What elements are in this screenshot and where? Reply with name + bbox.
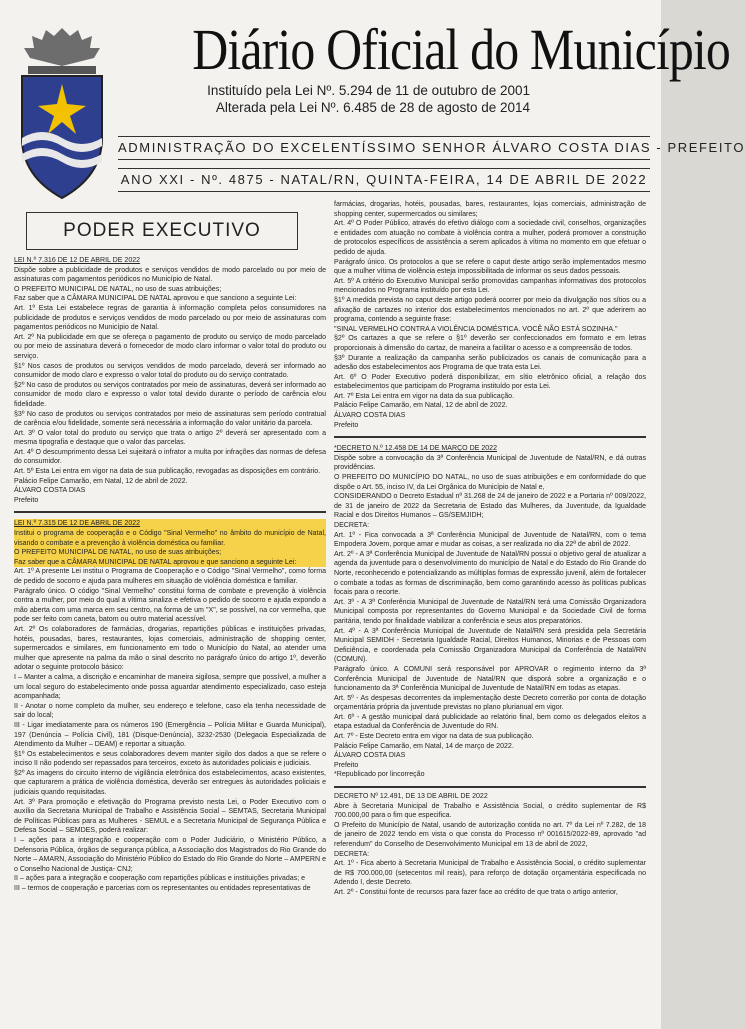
paragraph: Art. 2º Na publicidade em que se ofereça o pagamento de produto ou serviço de modo parcelado ou por meio de assinatura deverá o fornecedor de modo claro informar o valor total do produto ou serviço. — [14, 333, 326, 360]
section-divider — [14, 511, 326, 513]
paragraph: Parágrafo único. Os protocolos a que se refere o caput deste artigo serão implementados mesmo que a mulher vítima de violência esteja impossibilitada de informar os seus dados pessoais. — [334, 258, 646, 276]
paragraph: O PREFEITO DO MUNICÍPIO DO NATAL, no uso de suas atribuições e em conformidade do que dispõe o Art. 55, inciso IV, da Lei Orgânica do Município de Natal e, — [334, 474, 646, 491]
section-divider — [334, 436, 646, 438]
paragraph: §1º A medida prevista no caput deste artigo poderá ocorrer por meio da divulgação nos sítios ou a afixação de cartazes no interior dos estabelecimentos mencionados no art. 2º que aderirem ao programa, contendo a seguinte frase: — [334, 296, 646, 324]
paragraph: farmácias, drogarias, hotéis, pousadas, bares, restaurantes, lojas comerciais, administração de shopping center, supermercados ou similares; — [334, 201, 646, 218]
paragraph: Art. 3º Para promoção e efetivação do Programa previsto nesta Lei, o Poder Executivo com o auxílio da Secretaria Municipal de Trabalho e Assistência Social – SEMTAS, Secretaria Municipal de Políticas Públicas para as Mulheres - SEMUL e a Secretaria Municipal de Segurança Pública e Defesa Social – SEMDES, poderá realizar: — [14, 798, 326, 835]
paragraph: Art. 2º Os colaboradores de farmácias, drogarias, repartições públicas e instituições privadas, hotéis, pousadas, bares, restaurantes, lojas comerciais, administração de shopping center, supermercados e similares, em funcionamento em todo o Município do Natal, ao atender uma mulher que apresente na palma da mão o sinal descrito no parágrafo único do artigo 1º, deverão adotar o seguinte protocolo básico: — [14, 625, 326, 672]
highlighted-paragraph: Faz saber que a CÂMARA MUNICIPAL DE NATAL aprovou e que sanciono a seguinte Lei: — [14, 558, 326, 568]
paragraph: Art. 4º O descumprimento dessa Lei sujeitará o infrator a multa por infrações das normas de defesa do consumidor. — [14, 448, 326, 466]
paragraph: Palácio Felipe Camarão, em Natal, 12 de abril de 2022. — [14, 477, 188, 485]
paragraph: DECRETA: — [334, 522, 370, 529]
section-divider — [334, 786, 646, 788]
paragraph: §2º No caso de produtos ou serviços contratados por meio de assinaturas, deverá ser informado ao consumidor de modo claro e expresso o valor total devido durante o período de carência e/ou fidelidade. — [14, 381, 326, 408]
paragraph: Parágrafo único. A COMUNI será responsável por APROVAR o regimento interno da 3ª Conferência Municipal de Juventude de Natal/RN que disporá sobre a organização e o funcionamento da 3ª Conferência Municipal de Juventude de Natal/RN em todas as etapas. — [334, 665, 646, 693]
paragraph: Art. 4º - A 3ª Conferência Municipal de Juventude de Natal/RN será presidida pela Secretária Municipal SEMIDH - Secretaria Igualdade Racial, Direitos Humanos, Minorias e de Pessoas com Deficiência, e coordenada pela Comissão Organizadora Municipal da Conferência de Natal/RN (COMUN). — [334, 627, 646, 664]
paragraph: O Prefeito do Município de Natal, usando de autorização contida no art. 7º da Lei nº 7.282, de 18 de janeiro de 2022 tendo em vista o que consta do Processo nº 001615/2022-89, aprovado "ad referendum" do Conselho de Desenvolvimento Municipal em 13 de abril de 2022, — [334, 821, 646, 848]
paragraph: CONSIDERANDO o Decreto Estadual nº 31.268 de 24 de janeiro de 2022 e a Portaria nº 009/2022, de 31 de janeiro de 2022 da Secretaria de Estado das Mulheres, da Juventude, da Igualdade Racial e dos Direitos Humanos – GS/SEMJIDH; — [334, 493, 646, 520]
highlighted-paragraph: O PREFEITO MUNICIPAL DE NATAL, no uso de suas atribuições; — [14, 548, 326, 558]
paragraph: Abre à Secretaria Municipal de Trabalho e Assistência Social, o crédito suplementar de R$ 700.000,00 para o fim que especifica. — [334, 802, 646, 820]
paragraph: §1º Os estabelecimentos e seus colaboradores devem manter sigilo dos dados a que se refere o inciso II não podendo ser repassados para terceiros, exceto às autoridades policiais e judiciais. — [14, 750, 326, 768]
right-column — [334, 200, 646, 898]
paragraph: O PREFEITO MUNICIPAL DE NATAL, no uso de suas atribuições; — [14, 285, 222, 293]
act-heading: LEI N.º 7.316 DE 12 DE ABRIL DE 2022 — [14, 257, 141, 264]
paragraph: Palácio Felipe Camarão, em Natal, 14 de março de 2022. — [334, 742, 514, 750]
paragraph: §3º Durante a realização da campanha serão publicizados os canais de comunicação para a adesão dos estabelecimentos aos Programa de que trata esta Lei. — [334, 354, 646, 372]
paragraph: Art. 3º - A 3ª Conferência Municipal de Juventude de Natal/RN terá uma Comissão Organizadora Municipal composta por representantes do Governo Municipal e da Sociedade Civil de forma paritária, tendo por finalidade viabilizar a conferência e seus atos preparatórios. — [334, 598, 646, 625]
paragraph: Art. 6º - A gestão municipal dará publicidade ao relatório final, bem como os delegados eleitos a etapa estadual da Conferência de Juventude do RN. — [334, 713, 646, 731]
paragraph: Art. 6º O Poder Executivo poderá disponibilizar, em sítio eletrônico oficial, a relação dos estabelecimentos que participam do Programa instituído por esta Lei. — [334, 373, 646, 391]
paragraph: III - Ligar imediatamente para os números 190 (Emergência – Polícia Militar e Guarda Municipal), 197 (Denúncia – Polícia Civil), 181 (Disque-Denúncia), 3232-2530 (Delegacia Especializada de Atendimento da Mulher – DEAM) e reportar a situação. — [14, 721, 326, 749]
paragraph: II - Anotar o nome completo da mulher, seu endereço e telefone, caso ela tenha necessidade de sair do local; — [14, 702, 326, 720]
paragraph: Parágrafo único. O código "Sinal Vermelho" constitui forma de combate e prevenção à violência contra a mulher, por meio do qual a vítima sinaliza e efetiva o pedido de socorro e ajuda expondo a mão aberta com uma marca em seu centro, na forma de um "X", se possível, na cor vermelha, que pode ser feito com caneta, batom ou outro material acessível. — [14, 587, 326, 624]
paragraph: Art. 2º - Constitui fonte de recursos para fazer face ao crédito de que trata o artigo anterior, — [334, 888, 618, 896]
paragraph: DECRETO Nº 12.491, DE 13 DE ABRIL DE 2022 — [334, 793, 488, 801]
paragraph: "SINAL VERMELHO CONTRA A VIOLÊNCIA DOMÉSTICA. VOCÊ NÃO ESTÁ SOZINHA." — [334, 325, 618, 333]
paragraph: ÁLVARO COSTA DIAS — [334, 752, 406, 760]
paragraph: III – termos de cooperação e parcerias com os representantes ou entidades representativas de — [14, 885, 311, 892]
newspaper-title: Diário Oficial do Município — [192, 17, 731, 82]
masthead-line-2: Alterada pela Lei Nº. 6.485 de 28 de agosto de 2014 — [215, 100, 530, 115]
section-title: PODER EXECUTIVO — [26, 212, 298, 250]
left-column — [14, 212, 326, 894]
paragraph: I – Manter a calma, a discrição e encaminhar de maneira sigilosa, sempre que possível, a mulher a um local seguro do estabelecimento onde possa aguardar atendimento especializado, caso esteja acompanhada; — [14, 673, 326, 701]
paragraph: §2º Os cartazes a que se refere o §1º deverão ser confeccionados em formato e em letras proporcionais à dimensão do cartaz, de maneira a facilitar o acesso e a compreensão de todos. — [334, 335, 646, 352]
paragraph: DECRETA: — [334, 850, 370, 858]
paragraph: ÁLVARO COSTA DIAS — [334, 412, 406, 420]
paragraph: §2º As imagens do circuito interno de vigilância eletrônica dos estabelecimentos, acaso existentes, que capturarem a prática de violência doméstica, deverão ser entregues às autoridades policiais e judiciais quando requisitadas. — [14, 769, 326, 797]
masthead — [118, 17, 731, 116]
paragraph: Art. 2º - A 3ª Conferência Municipal de Juventude de Natal/RN possui o objetivo geral de atualizar a agenda da juventude para o desenvolvimento do município de Natal e do Estado do Rio Grande do Norte, reconhecendo e potencializando as múltiplas formas de expressão juvenil, além de fortalecer o combate a todas as formas de discriminação, bem como garantindo acesso às políticas publicas focais para o recorte. — [334, 550, 646, 597]
masthead-line-1: Instituído pela Lei Nº. 5.294 de 11 de outubro de 2001 — [207, 83, 530, 98]
edition-banner: ANO XXI - Nº. 4875 - NATAL/RN, QUINTA-FEIRA, 14 DE ABRIL DE 2022 — [118, 168, 650, 192]
act-heading-highlighted: LEI N.º 7.315 DE 12 DE ABRIL DE 2022 — [14, 519, 326, 529]
paragraph: ÁLVARO COSTA DIAS — [14, 487, 86, 495]
paragraph: Art. 1º - Fica convocada a 3ª Conferência Municipal de Juventude de Natal/RN, com o tema Empodera Jovem, porque amar e mudar as coisas, a ser realizada no dia 22ª de abril de 2022. — [334, 531, 646, 549]
paragraph: §3º No caso de produtos ou serviços contratados por meio de assinaturas sem período contratual de carência e/ou fidelidade, somente será necessária a informação do valor unitário da parcela. — [14, 410, 326, 428]
paragraph: Art. 7º Esta Lei entra em vigor na data da sua publicação. — [334, 392, 515, 400]
paragraph: Prefeito — [334, 761, 359, 769]
paragraph: Art. 5º - As despesas decorrentes da implementação deste Decreto correrão por conta de dotação orçamentária própria da juventude previstas no plano plurianual em vigor. — [334, 694, 646, 712]
paragraph: Art. 5º Esta Lei entra em vigor na data de sua publicação, revogadas as disposições em contrário. — [14, 468, 321, 476]
paragraph: Dispõe sobre a publicidade de produtos e serviços vendidos de modo parcelado ou por meio de assinaturas com pagamentos periódicos no Município de Natal. — [14, 266, 326, 284]
paragraph: Art. 5º A critério do Executivo Municipal serão promovidas campanhas informativas dos protocolos mencionados no Programa instituído por esta Lei. — [334, 277, 646, 295]
paragraph: Art. 1º Esta Lei estabelece regras de garantia à informação completa pelos consumidores na publicidade de produtos e serviços vendidos de modo parcelado ou por meio de assinaturas com pagamentos periódicos no Município de Natal. — [14, 304, 326, 332]
paragraph: Prefeito — [14, 496, 39, 504]
paragraph: Faz saber que a CÂMARA MUNICIPAL DE NATAL aprovou e que sanciono a seguinte Lei: — [14, 295, 297, 303]
highlighted-paragraph: Institui o programa de cooperação e o Código "Sinal Vermelho" no âmbito do município de Natal, visando o combate e a prevenção à violência doméstica ou familiar. — [14, 530, 326, 547]
paragraph: Palácio Felipe Camarão, em Natal, 12 de abril de 2022. — [334, 402, 508, 410]
administration-banner: ADMINISTRAÇÃO DO EXCELENTÍSSIMO SENHOR ÁLVARO COSTA DIAS - PREFEITO — [118, 136, 650, 160]
city-coat-of-arms-logo — [12, 26, 112, 206]
paragraph: Art. 1º A presente Lei institui o Programa de Cooperação e o Código "Sinal Vermelho", como forma de pedido de socorro e ajuda para mulheres em situação de violência doméstica e familiar. — [14, 568, 326, 585]
paragraph: §1º Nos casos de produtos ou serviços vendidos de modo parcelado, deverá ser informado ao consumidor de modo claro e expresso o valor total do produto ou do serviço contratado. — [14, 362, 326, 380]
paragraph: *Republicado por lincorreção — [334, 771, 425, 779]
paragraph: II – ações para a integração e cooperação com repartições públicas e instituições privadas; e — [14, 875, 306, 883]
paragraph: Art. 7º - Este Decreto entra em vigor na data de sua publicação. — [334, 733, 534, 741]
paragraph: Art. 3º O valor total do produto ou serviço que trata o artigo 2º deverá ser apresentado com a mesma tipografia e destaque que o valor das parcelas. — [14, 429, 326, 447]
paragraph: Art. 1º - Fica aberto à Secretaria Municipal de Trabalho e Assistência Social, o crédito suplementar de R$ 700.000,00 (setecentos mil reais), para reforço de dotação orçamentária especificada no Adendo I, deste Decreto. — [334, 860, 646, 887]
act-heading: *DECRETO N.º 12.458 DE 14 DE MARÇO DE 2022 — [334, 445, 498, 453]
paragraph: Prefeito — [334, 421, 359, 429]
paragraph: I – ações para a integração e cooperação com o Poder Judiciário, o Ministério Público, a Defensoria Pública, órgãos de segurança pública, a Associação dos Magistrados do Rio Grande do Norte – AMARN, Associação do Ministério Público do Estado do Rio Grande do Norte – AMPERN e o Conselho Nacional de Justiça- CNJ; — [14, 837, 326, 873]
paragraph: Dispõe sobre a convocação da 3ª Conferência Municipal de Juventude de Natal/RN, e dá outras providências. — [334, 454, 646, 472]
paragraph: Art. 4º O Poder Público, através do efetivo diálogo com a sociedade civil, conselhos, organizações e entidades com atuação no combate à violência contra a mulher, poderá promover a construção de protocolos específicos de assistência a serem aplicados à vítima no momento em que efetuar o pedido de ajuda. — [334, 220, 646, 256]
